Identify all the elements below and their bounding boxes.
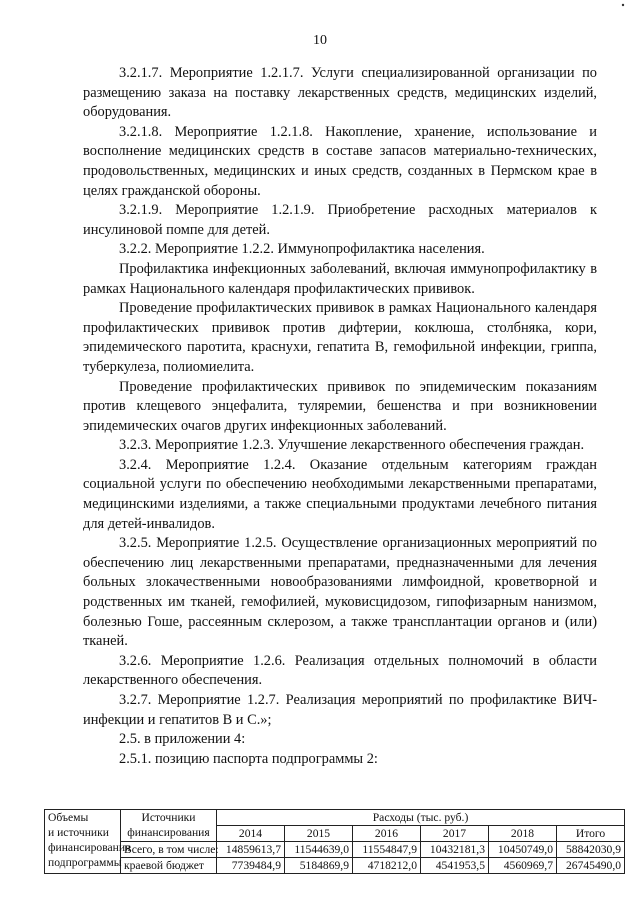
passport-financing-table <box>44 809 625 874</box>
value-cell: 4718212,0 <box>353 858 421 874</box>
value-cell: 4541953,5 <box>421 858 489 874</box>
financing-label-line: Объемы <box>48 811 89 824</box>
financing-label-line: подпрограммы <box>48 856 122 869</box>
scan-dot-mark <box>620 2 626 8</box>
sources-header-line: финансирования <box>127 826 210 839</box>
year-header: 2018 <box>489 826 557 842</box>
paragraph-prophylaxis: Профилактика инфекционных заболеваний, включая иммунопрофилактику в рамках Национального календаря профилактических прививок. <box>83 260 597 297</box>
value-cell: 14859613,7 <box>217 842 285 858</box>
table-row <box>45 842 625 858</box>
expenses-header-cell: Расходы (тыс. руб.) <box>217 810 625 826</box>
sources-header-line: Источники <box>141 811 196 824</box>
row-source-total: Всего, в том числе: <box>121 842 217 858</box>
row-source-regional: краевой бюджет <box>121 858 217 874</box>
passport-table-wrapper <box>44 809 624 874</box>
financing-label-line: и источники <box>48 826 109 839</box>
financing-label-cell <box>45 810 131 874</box>
paragraph-3-2-2: 3.2.2. Мероприятие 1.2.2. Иммунопрофилактика населения. <box>119 241 485 258</box>
total-header: Итого <box>557 826 625 842</box>
paragraph-3-2-1-9: 3.2.1.9. Мероприятие 1.2.1.9. Приобретение расходных материалов к инсулиновой помпе для детей. <box>83 202 597 238</box>
value-cell: 11544639,0 <box>285 842 353 858</box>
paragraph-3-2-3: 3.2.3. Мероприятие 1.2.3. Улучшение лекарственного обеспечения граждан. <box>119 437 585 454</box>
year-header: 2015 <box>285 826 353 842</box>
table-row <box>45 858 625 874</box>
value-cell: 4560969,7 <box>489 858 557 874</box>
value-cell: 7739484,9 <box>217 858 285 874</box>
value-cell: 26745490,0 <box>557 858 625 874</box>
paragraph-3-2-1-8: 3.2.1.8. Мероприятие 1.2.1.8. Накопление, хранение, использование и восполнение медицинских средств в составе запасов материально-технических, продовольственных, медицинских и иных средств, созданных в Пермском крае в целях гражданской обороны. <box>83 123 597 199</box>
value-cell: 10450749,0 <box>489 842 557 858</box>
paragraph-3-2-4: 3.2.4. Мероприятие 1.2.4. Оказание отдельным категориям граждан социальной услуги по обеспечению необходимыми лекарственными препаратами, медицинскими изделиями, а также специальными продуктами лечебного питания для детей-инвалидов. <box>83 456 597 532</box>
body-text <box>83 64 597 769</box>
value-cell: 11554847,9 <box>353 842 421 858</box>
year-header: 2017 <box>421 826 489 842</box>
financing-label-line: финансирования <box>48 841 131 854</box>
year-header: 2016 <box>353 826 421 842</box>
paragraph-2-5-1: 2.5.1. позицию паспорта подпрограммы 2: <box>119 750 378 767</box>
value-cell: 5184869,9 <box>285 858 353 874</box>
paragraph-vaccination-calendar: Проведение профилактических прививок в рамках Национального календаря профилактических прививок против дифтерии, коклюша, столбняка, кори, эпидемического паротита, краснухи, гепатита В, гемофильной инфекции, гриппа, туберкулеза, полиомиелита. <box>83 300 597 375</box>
paragraph-vaccination-epidemic: Проведение профилактических прививок по эпидемическим показаниям против клещевого энцефалита, туляремии, бешенства и при возникновении эпидемических очагов других инфекционных заболеваний. <box>83 378 597 434</box>
sources-header-cell <box>121 810 217 842</box>
value-cell: 58842030,9 <box>557 842 625 858</box>
year-header: 2014 <box>217 826 285 842</box>
page-number: 10 <box>313 33 327 48</box>
paragraph-2-5: 2.5. в приложении 4: <box>119 731 246 748</box>
paragraph-3-2-6: 3.2.6. Мероприятие 1.2.6. Реализация отдельных полномочий в области лекарственного обеспечения. <box>83 652 597 689</box>
paragraph-3-2-5: 3.2.5. Мероприятие 1.2.5. Осуществление организационных мероприятий по обеспечению лиц лекарственными препаратами, предназначенными для лечения больных злокачественными новообразованиями лимфоидной, кроветворной и родственных им тканей, гемофилией, муковисцидозом, гипофизарным нанизмом, болезнью Гоше, рассеянным склерозом, а также трансплантации органов и (или) тканей. <box>83 535 597 650</box>
paragraph-3-2-7: 3.2.7. Мероприятие 1.2.7. Реализация мероприятий по профилактике ВИЧ-инфекции и гепатитов В и С.»; <box>83 692 597 728</box>
paragraph-3-2-1-7: 3.2.1.7. Мероприятие 1.2.1.7. Услуги специализированной организации по размещению заказа на поставку лекарственных средств, медицинских изделий, оборудования. <box>83 65 597 121</box>
value-cell: 10432181,3 <box>421 842 489 858</box>
